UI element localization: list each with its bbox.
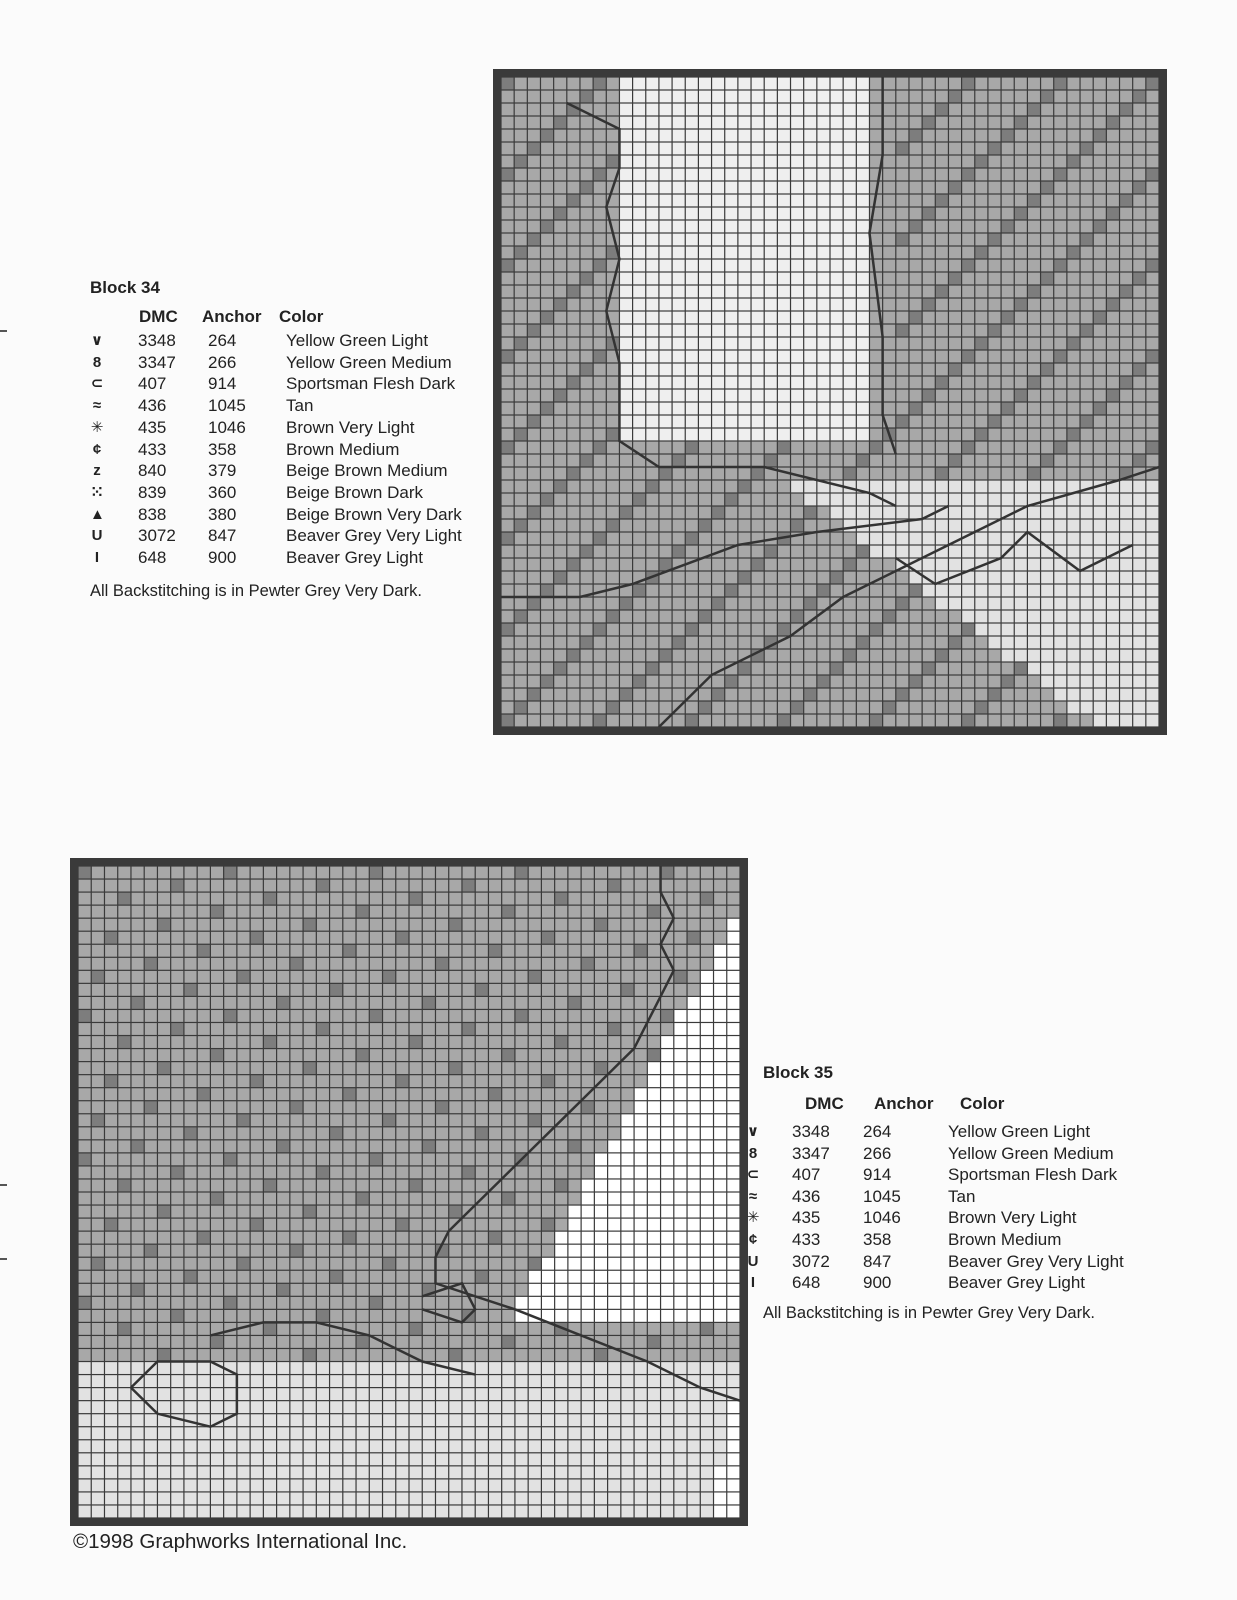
anchor-value: 847: [208, 526, 237, 546]
backstitch-note: All Backstitching is in Pewter Grey Very Dark.: [763, 1304, 1095, 1322]
legend-row: [90, 439, 510, 460]
anchor-header: Anchor: [874, 1094, 934, 1113]
color-header: Color: [960, 1094, 1005, 1113]
legend-row: [746, 1121, 1174, 1142]
anchor-value: 266: [208, 352, 237, 372]
legend-row: [90, 352, 510, 373]
dmc-header: DMC: [139, 307, 178, 326]
legend-row: [90, 504, 510, 525]
block-34-grid: [501, 77, 1159, 727]
dmc-value: 3347: [138, 352, 176, 372]
color-name: Brown Very Light: [948, 1208, 1077, 1228]
dmc-value: 3072: [138, 526, 176, 546]
legend-row: [90, 460, 510, 481]
legend-row: [746, 1164, 1174, 1185]
z-symbol-icon: z: [93, 462, 101, 480]
anchor-value: 358: [208, 439, 237, 459]
anchor-value: 914: [863, 1165, 892, 1185]
dmc-value: 433: [792, 1230, 821, 1249]
legend-row: [90, 395, 510, 416]
legend-row: [90, 482, 510, 503]
v-symbol-icon: ∨: [746, 1123, 760, 1140]
anchor-value: 900: [863, 1273, 892, 1293]
grid-cells: [502, 78, 1159, 727]
eight-symbol-icon: 8: [748, 1144, 758, 1162]
anchor-value: 1046: [208, 417, 246, 437]
c-symbol-icon: ⊂: [90, 375, 104, 393]
anchor-value: 379: [208, 461, 237, 481]
dmc-value: 648: [138, 548, 167, 567]
legend-row: [748, 1229, 1174, 1250]
dmc-value: 436: [138, 396, 167, 416]
legend-title: Block 34: [90, 278, 160, 297]
c-symbol-icon: ⊂: [746, 1166, 760, 1184]
anchor-value: 358: [863, 1230, 892, 1249]
legend-row: [90, 525, 510, 546]
color-name: Brown Very Light: [286, 417, 415, 437]
color-name: Yellow Green Medium: [286, 352, 452, 372]
binding-mark: [0, 1184, 7, 1186]
backstitch-note: All Backstitching is in Pewter Grey Very Dark.: [90, 582, 422, 600]
dmc-value: 436: [792, 1186, 821, 1206]
dmc-value: 3348: [792, 1122, 830, 1141]
anchor-value: 264: [863, 1122, 892, 1141]
asterisk-symbol-icon: ✳: [746, 1209, 760, 1227]
eight-symbol-icon: 8: [92, 353, 102, 371]
color-name: Yellow Green Medium: [948, 1143, 1114, 1163]
i-symbol-icon: I: [750, 1274, 756, 1292]
color-name: Tan: [948, 1186, 976, 1206]
color-name: Brown Medium: [286, 439, 400, 459]
color-name: Beaver Grey Very Light: [948, 1251, 1124, 1271]
legend-row: [90, 417, 510, 438]
binding-mark: [0, 1258, 7, 1260]
legend-row: [90, 373, 510, 394]
anchor-value: 1046: [863, 1208, 901, 1228]
color-name: Beige Brown Medium: [286, 461, 448, 481]
legend-row: [748, 1143, 1174, 1164]
dmc-value: 840: [138, 461, 167, 481]
anchor-value: 360: [208, 482, 237, 502]
color-name: Beige Brown Dark: [286, 482, 424, 502]
color-name: Beaver Grey Light: [286, 548, 424, 567]
v-symbol-icon: ∨: [90, 332, 104, 349]
color-name: Sportsman Flesh Dark: [948, 1165, 1118, 1185]
dmc-value: 407: [138, 374, 167, 394]
dmc-value: 433: [138, 439, 167, 459]
copyright: ©1998 Graphworks International Inc.: [73, 1530, 408, 1553]
block-35-chart: [70, 858, 748, 1526]
dmc-value: 839: [138, 482, 167, 502]
dmc-value: 435: [792, 1208, 821, 1228]
dmc-value: 838: [138, 504, 167, 524]
legend-title: Block 35: [763, 1063, 833, 1082]
anchor-header: Anchor: [202, 307, 262, 326]
dmc-value: 435: [138, 417, 167, 437]
dmc-value: 3348: [138, 331, 176, 350]
wave-symbol-icon: ≈: [748, 1187, 758, 1205]
color-name: Yellow Green Light: [948, 1122, 1091, 1141]
dmc-value: 648: [792, 1273, 821, 1293]
legend-row: [746, 1207, 1174, 1228]
color-name: Sportsman Flesh Dark: [286, 374, 456, 394]
legend-row: [90, 547, 510, 568]
u-symbol-icon: U: [91, 527, 103, 545]
block-35-legend: [746, 1063, 1184, 1333]
anchor-value: 847: [863, 1251, 892, 1271]
block-34-legend: [90, 278, 490, 618]
dmc-value: 407: [792, 1165, 821, 1185]
color-name: Brown Medium: [948, 1230, 1062, 1249]
dots-symbol-icon: ⁙: [90, 483, 104, 501]
block-34-chart: [493, 69, 1167, 735]
legend-row: [750, 1272, 1174, 1293]
triangle-symbol-icon: ▲: [90, 505, 105, 523]
cent-symbol-icon: ¢: [748, 1231, 758, 1248]
color-name: Tan: [286, 396, 314, 416]
color-name: Beige Brown Very Dark: [286, 504, 462, 524]
anchor-value: 264: [208, 331, 237, 350]
anchor-value: 900: [208, 548, 237, 567]
legend-row: [90, 330, 510, 351]
binding-mark: [0, 330, 7, 332]
i-symbol-icon: I: [94, 549, 100, 566]
color-name: Beaver Grey Light: [948, 1273, 1086, 1293]
wave-symbol-icon: ≈: [92, 397, 102, 415]
color-header: Color: [279, 307, 324, 326]
dmc-value: 3347: [792, 1143, 830, 1163]
block-35-grid: [78, 866, 740, 1518]
legend-row: [747, 1251, 1174, 1272]
anchor-value: 1045: [863, 1186, 901, 1206]
cent-symbol-icon: ¢: [92, 440, 102, 458]
dmc-value: 3072: [792, 1251, 830, 1271]
anchor-value: 380: [208, 504, 237, 524]
color-name: Yellow Green Light: [286, 331, 429, 350]
color-name: Beaver Grey Very Light: [286, 526, 462, 546]
legend-row: [748, 1186, 1174, 1207]
anchor-value: 1045: [208, 396, 246, 416]
asterisk-symbol-icon: ✳: [90, 418, 104, 436]
u-symbol-icon: U: [747, 1252, 759, 1270]
anchor-value: 914: [208, 374, 237, 394]
anchor-value: 266: [863, 1143, 892, 1163]
dmc-header: DMC: [805, 1094, 844, 1113]
